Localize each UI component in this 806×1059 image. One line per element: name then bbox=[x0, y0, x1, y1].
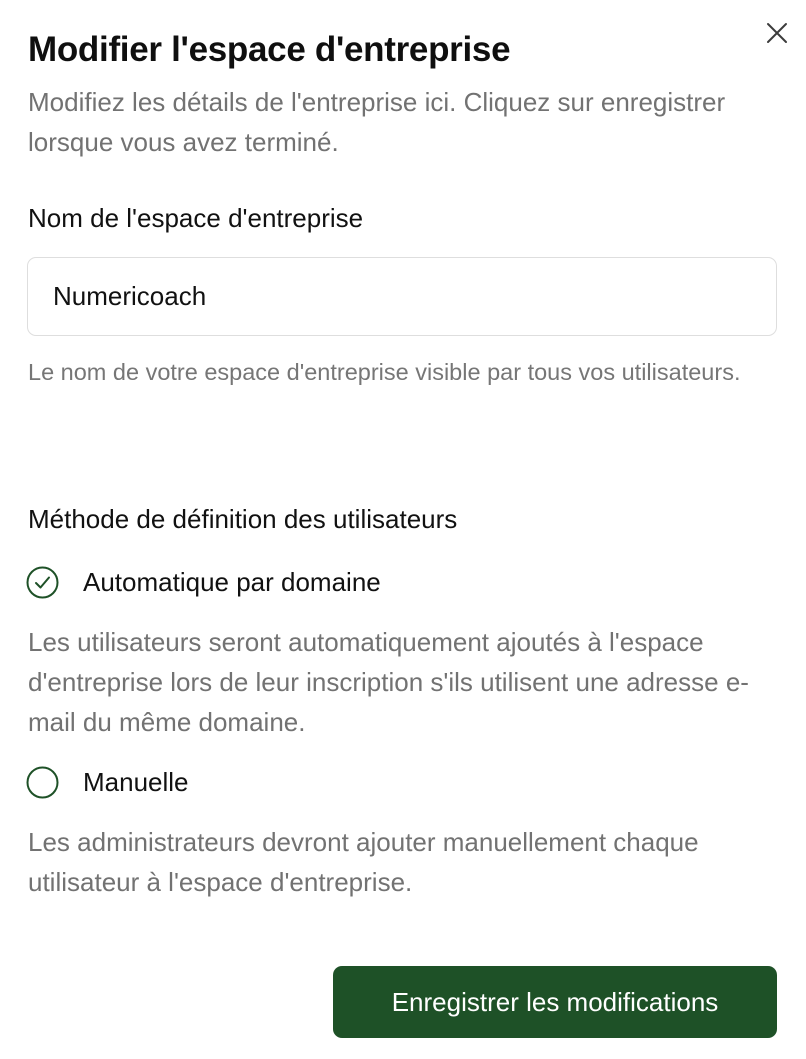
workspace-name-input[interactable] bbox=[27, 257, 777, 336]
close-button[interactable] bbox=[762, 18, 792, 48]
radio-option-manual[interactable] bbox=[26, 764, 189, 800]
radio-description-manual: Les administrateurs devront ajouter manuellement chaque utilisateur à l'espace d'entreprise. bbox=[28, 827, 699, 897]
dialog-description: Modifiez les détails de l'entreprise ici. Cliquez sur enregistrer lorsque vous avez terminé. bbox=[28, 87, 726, 157]
dialog-title: Modifier l'espace d'entreprise bbox=[28, 30, 511, 69]
radio-circle-icon[interactable] bbox=[26, 766, 59, 799]
check-circle-icon[interactable] bbox=[26, 566, 59, 599]
radio-description-automatic: Les utilisateurs seront automatiquement ajoutés à l'espace d'entreprise lors de leur inscription s'ils utilisent une adresse e-mail du même domaine. bbox=[28, 627, 749, 737]
close-icon[interactable] bbox=[765, 21, 789, 45]
save-button[interactable]: Enregistrer les modifications bbox=[333, 966, 777, 1038]
user-method-label: Méthode de définition des utilisateurs bbox=[28, 504, 458, 534]
workspace-name-help: Le nom de votre espace d'entreprise visible par tous vos utilisateurs. bbox=[28, 359, 741, 385]
radio-option-automatic[interactable] bbox=[26, 564, 381, 600]
workspace-name-label: Nom de l'espace d'entreprise bbox=[28, 203, 364, 233]
radio-label-automatic: Automatique par domaine bbox=[83, 567, 381, 597]
radio-label-manual: Manuelle bbox=[83, 767, 189, 797]
